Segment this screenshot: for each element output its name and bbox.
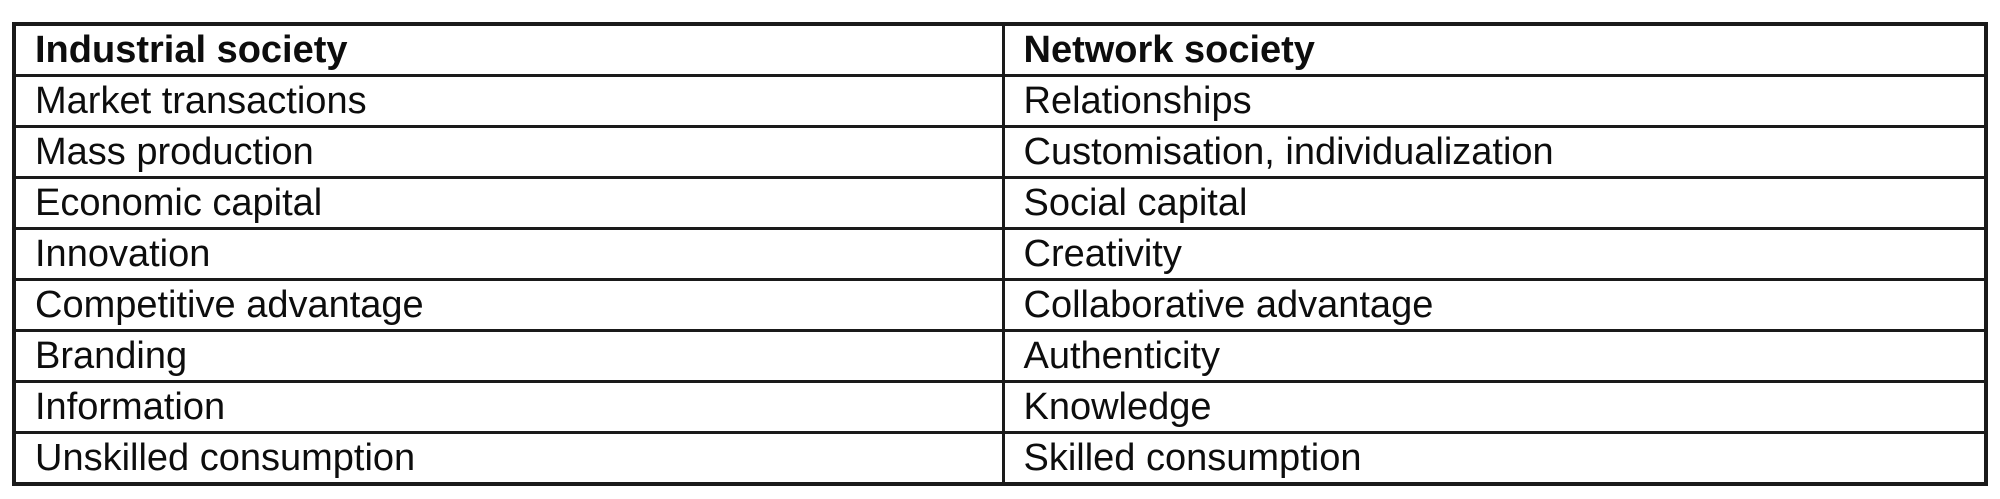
table-cell: Branding bbox=[14, 331, 1003, 382]
column-header-network-society: Network society bbox=[1003, 24, 1986, 76]
table-cell: Mass production bbox=[14, 127, 1003, 178]
table-cell: Creativity bbox=[1003, 229, 1986, 280]
table-cell: Customisation, individualization bbox=[1003, 127, 1986, 178]
table-row bbox=[14, 178, 1986, 229]
table-cell: Knowledge bbox=[1003, 382, 1986, 433]
table-cell: Skilled consumption bbox=[1003, 433, 1986, 485]
comparison-table-container bbox=[12, 22, 1988, 486]
table-cell: Relationships bbox=[1003, 76, 1986, 127]
header-row bbox=[14, 24, 1986, 76]
table-row bbox=[14, 229, 1986, 280]
table-cell: Information bbox=[14, 382, 1003, 433]
table-cell: Market transactions bbox=[14, 76, 1003, 127]
society-comparison-table bbox=[12, 22, 1988, 486]
table-cell: Competitive advantage bbox=[14, 280, 1003, 331]
table-row bbox=[14, 127, 1986, 178]
table-cell: Unskilled consumption bbox=[14, 433, 1003, 485]
table-row bbox=[14, 433, 1986, 485]
table-cell: Social capital bbox=[1003, 178, 1986, 229]
table-cell: Authenticity bbox=[1003, 331, 1986, 382]
table-row bbox=[14, 76, 1986, 127]
table-row bbox=[14, 382, 1986, 433]
table-cell: Economic capital bbox=[14, 178, 1003, 229]
table-row bbox=[14, 280, 1986, 331]
table-cell: Innovation bbox=[14, 229, 1003, 280]
table-cell: Collaborative advantage bbox=[1003, 280, 1986, 331]
column-header-industrial-society: Industrial society bbox=[14, 24, 1003, 76]
table-row bbox=[14, 331, 1986, 382]
